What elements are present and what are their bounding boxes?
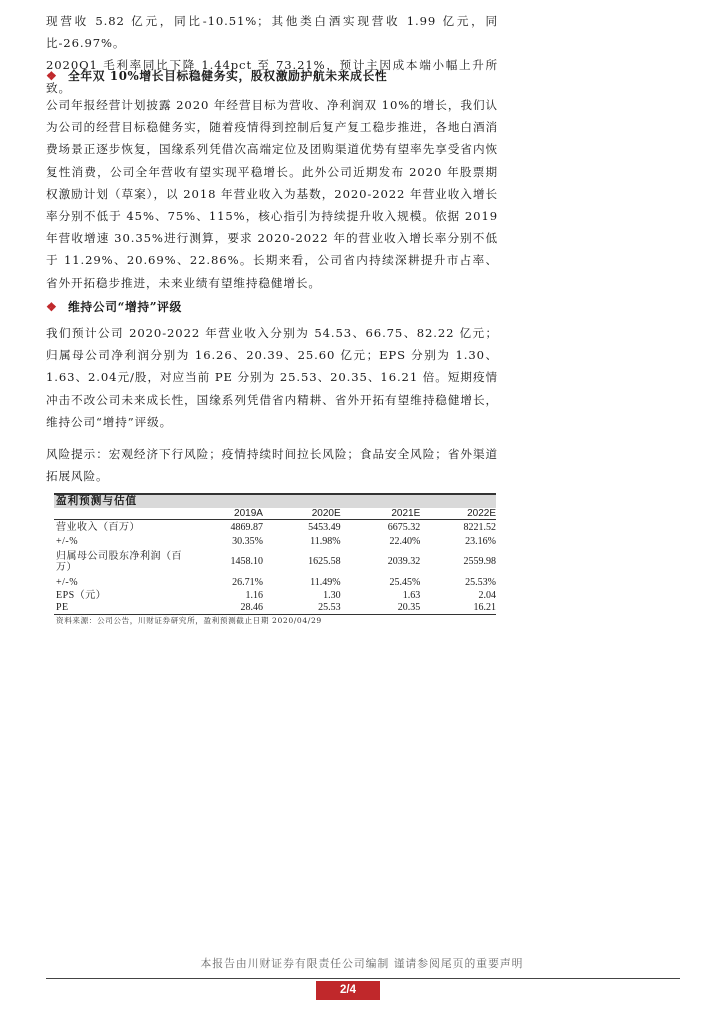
cell: 2039.32 <box>387 556 421 567</box>
cell: 11.98% <box>310 535 341 547</box>
header-empty <box>54 508 187 520</box>
table-header-row <box>54 508 496 520</box>
cell: 28.46 <box>187 602 263 615</box>
cell: 1625.58 <box>308 556 341 567</box>
cell: 25.53% <box>465 576 496 588</box>
row-label: PE <box>54 602 187 615</box>
diamond-bullet-icon: ❖ <box>46 69 58 83</box>
section1-title: 全年双 10%增长目标稳健务实，股权激励护航未来成长性 <box>68 69 388 83</box>
cell: 22.40% <box>389 535 421 547</box>
cell: 8221.52 <box>463 521 496 533</box>
cell: 5453.49 <box>308 521 341 533</box>
table-row <box>54 602 496 615</box>
forecast-table <box>54 493 496 615</box>
year-header: 2021E <box>341 508 421 520</box>
risk-paragraph: 风险提示：宏观经济下行风险；疫情持续时间拉长风险；食品安全风险；省外渠道拓展风险。 <box>46 447 498 484</box>
row-label: +/-% <box>56 576 79 588</box>
table-row <box>54 520 496 535</box>
footer-divider <box>46 978 680 979</box>
row-label: EPS（元） <box>56 589 107 601</box>
cell: 2.04 <box>478 589 496 601</box>
cell: 11.49% <box>310 576 341 588</box>
table-source-note: 资料来源：公司公告，川财证券研究所，盈利预测截止日期 2020/04/29 <box>56 616 322 625</box>
section1-body: 公司年报经营计划披露 2020 年经营目标为营收、净利润双 10%的增长，我们认为公司的经营目标稳健务实，随着疫情得到控制后复产复工稳步推进，各地白酒消费场景正逐步恢复，国缘系列凭借次高端定位及团购渠道优势有望率先享受省内恢复性消费，公司全年营收有望实现平稳增长。此外公司近期发布 2020 年股票期权激励计划（草案），以 2018 年营业收入为基数，2020-2022 年营业收入增长率分别不低于 45%、75%、115%，核心指引为持续提升收入规模。依据 2019 年营收增速 30.35%进行测算，要求 2020-2022 年的营业收入增长率分别不低于 11.29%、20.69%、22.86%。长期来看，公司省内持续深耕提升市占率、省外开拓稳步推进，未来业绩有望维持稳健增长。 <box>46 98 498 290</box>
section2-heading <box>46 297 498 317</box>
intro-line-1: 现营收 5.82 亿元，同比-10.51%；其他类白酒实现营收 1.99 亿元，同比-26.97%。 <box>46 14 498 51</box>
cell: 26.71% <box>232 576 263 588</box>
cell: 1458.10 <box>230 556 263 567</box>
cell: 6675.32 <box>387 521 421 533</box>
year-header: 2019A <box>187 508 263 520</box>
year-header: 2022E <box>420 508 496 520</box>
cell: 25.45% <box>389 576 421 588</box>
year-header: 2020E <box>263 508 341 520</box>
row-label: 归属母公司股东净利润（百万） <box>56 550 182 573</box>
section2-title: 维持公司“增持”评级 <box>68 300 182 314</box>
intro-line-2: 2020Q1 毛利率同比下降 1.44pct 至 73.21%，预计主因成本端小幅上升所致。 <box>46 58 498 95</box>
section1-heading <box>46 66 498 86</box>
cell: 2559.98 <box>463 556 496 567</box>
cell: 1.63 <box>402 589 421 601</box>
table-title-row <box>54 494 496 508</box>
cell: 4869.87 <box>230 521 263 533</box>
cell: 1.30 <box>323 589 341 601</box>
diamond-bullet-icon: ❖ <box>46 300 58 314</box>
table-title: 盈利预测与估值 <box>54 494 496 508</box>
section2-body: 我们预计公司 2020-2022 年营业收入分别为 54.53、66.75、82.22 亿元；归属母公司净利润分别为 16.26、20.39、25.60 亿元；EPS 分别为 1.30、1.63、2.04元/股，对应当前 PE 分别为 25.53、20.35、16.21 倍。短期疫情冲击不改公司未来成长性，国缘系列凭借省内精耕、省外开拓有望维持稳健增长，维持公司“增持”评级。 <box>46 326 498 429</box>
cell: 25.53 <box>263 602 341 615</box>
table-row <box>54 535 496 548</box>
cell: 20.35 <box>341 602 421 615</box>
page-number: 2/4 <box>316 981 380 1000</box>
cell: 30.35% <box>232 535 263 547</box>
table-row <box>54 589 496 602</box>
row-label: 营业收入（百万） <box>56 521 140 533</box>
footer-disclaimer: 本报告由川财证券有限责任公司编制 谨请参阅尾页的重要声明 <box>200 957 524 970</box>
table-row <box>54 548 496 576</box>
cell: 23.16% <box>465 535 496 547</box>
cell: 1.16 <box>245 589 263 601</box>
table-row <box>54 576 496 589</box>
row-label: +/-% <box>56 535 79 547</box>
cell: 16.21 <box>420 602 496 615</box>
